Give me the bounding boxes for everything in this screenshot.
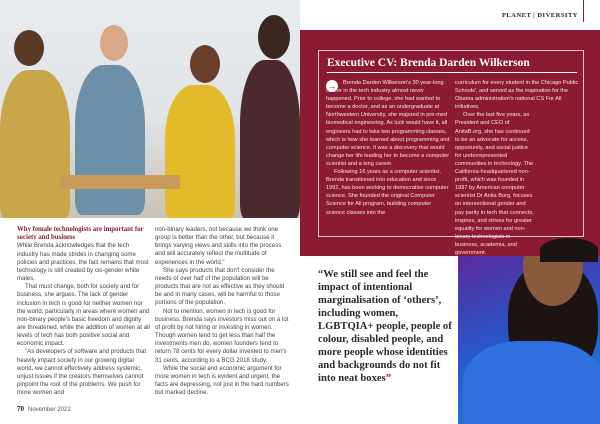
pull-quote-text: We still see and feel the impact of intentional marginalisation of ‘others’, including women, LGBTQIA+ people, people of colour, disabled people, and more people whose identities and backgrounds do not fit into neat boxes [318,269,452,384]
article-paragraph: "As developers of software and products that heavily impact society in our growing digital world, we cannot effectively address systemic, unjust issues if the creators themselves cannot pinpoint the root of the problems. We push for more women and [17,348,147,397]
article-paragraph: While Brenda acknowledges that the tech industry has made strides in changing some policies and practices, the fact remains that most technology is still created by cis-gender white males. [17,242,149,283]
article-paragraph: While the social and economic argument for more women in tech is evident and urgent, the facts are depressing, not just in the hard numbers but marked decline. [155,364,289,397]
pull-quote [318,268,456,385]
arrow-right-icon: → [327,81,337,91]
sidebar-title: Executive CV: Brenda Darden Wilkerson [327,57,577,73]
article-paragraph: non-binary leaders, not because we think one group is better than the other, but because it brings varying views and skills into the process and will accurately reflect the multitude of experiences in the world." [155,226,282,266]
article-paragraph: That must change, both for society and for business, she argues. The lack of gender inclusion in tech is good for neither women nor the world, particularly in areas where women and non-binary people's basic freedom and dignity are threatened, while the addition of women at all levels of tech has both positive social and economic impact. [17,283,150,348]
sidebar-paragraph: Following 16 years as a computer scientist, Brenda transitioned into education and since 1992, has been working to democratise computer science. She founded the original Computer Science for All program, building computer science classes into the [326,169,449,216]
portrait-photo [458,256,600,424]
article-subheading: Why female technologists are important for society and business [17,226,144,242]
section-label: PLANET | DIVERSITY [501,12,578,19]
page-number: 70 [17,405,24,413]
team-photo [0,0,300,218]
sidebar-paragraph: curriculum for every student in the Chicago Public Schools', and served as the inspiration for the Obama administration's national CS For All initiatives. [455,80,579,111]
sidebar-paragraph: Over the last five years, as President and CEO of AnitaB.org, she has continued to be an advocate for access, opportunity, and social justice for underrepresented communities in technology. The California-headquartered non-profit, which was founded in 1997 by American computer scientist Dr Anita Borg, focuses on intersectional gender and pay parity in tech that connects, inspires, and strives for greater equality for women and non-binary technologists in business, academia, and government. [455,112,534,256]
page-footer [17,405,71,413]
issue-date: November 2022 [28,407,71,413]
divider [583,0,584,22]
sidebar-column-1 [326,79,451,217]
article-column-1 [17,226,150,397]
open-quote-mark: “ [318,269,324,280]
sidebar-paragraph: Brenda Darden Wilkerson's 30 year-long career in the tech industry almost never happened. Prior to college, she had wanted to become a doctor, and as an undergraduate at Northwestern University, she majored in pre-med biomedical engineering. As luck would have it, all engineers had to take two programming classes, which is how she learned about programming and computer science. It was a discovery that would change her life leading her to become a computer scientist and a long career. [326,80,450,167]
article-column-2 [155,226,290,397]
article-paragraph: She says products that don't consider the needs of over half of the population will be products that are not as effective as they should be and in many cases, will be harmful to those portions of the population. [155,266,285,307]
sidebar-column-2 [455,79,580,257]
close-quote-mark: ” [385,373,391,384]
article-paragraph: Not to mention, women in tech is good for business. Brenda says investors miss out on a lot of profit by not hiring or investing in women. Though women tend to get less than half the investments men do, women founders tend to return 78 cents for every dollar invested to men's 31 cents, according to a BCG 2018 study. [155,307,289,364]
